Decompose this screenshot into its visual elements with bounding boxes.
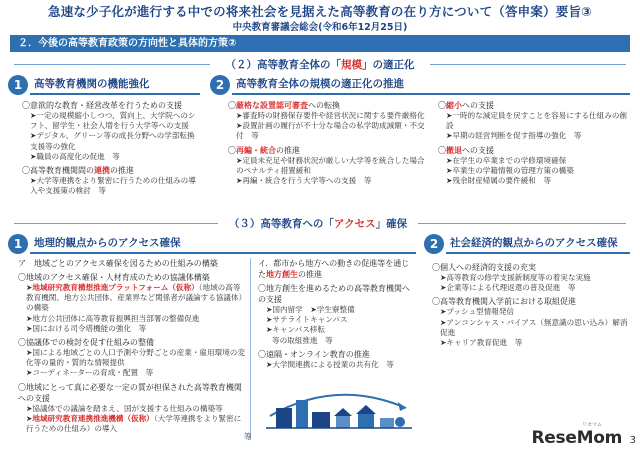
highlight-text: 厳格な設置認可審査 — [236, 101, 308, 110]
list-item: ➤プッシュ型情報発信 — [440, 307, 515, 317]
building-icon — [296, 400, 308, 428]
building-icon — [312, 412, 330, 428]
box3-column-b — [258, 258, 416, 370]
box3-tail-etc: 等 — [244, 432, 252, 441]
list-item: ➤デジタル、グリーン等の成長分野への学部転換支援等の強化 — [30, 131, 195, 151]
list-item: ➤協議体での議論を踏まえ、国が支援する仕組みの構築等 — [26, 403, 223, 413]
tree-icon — [395, 417, 405, 427]
list-item: 等の取組推進 等 — [272, 335, 333, 345]
list-item: ➤地域研究教育構想推進プラットフォーム（仮称）（地域の高等教育機関、地方公共団体、産業界など関係者が議論する協議体）の構築 — [26, 283, 243, 313]
roof-icon — [334, 408, 352, 416]
list-item: ➤地域研究教育連携推進機構（仮称）（大学等連携をより緊密に行うための仕組み）の導入 — [26, 413, 242, 434]
list-heading: ア 地域ごとのアクセス確保を図るための仕組みの構築 — [18, 259, 218, 268]
brand-subtitle: リセマム — [582, 422, 602, 428]
box4-title: 社会経済的観点からのアクセス確保 — [446, 234, 630, 254]
list-item: ➤企業等による代理返還の普及促進 等 — [440, 283, 576, 293]
list-item: ➤高等教育の修学支援新制度等の着実な実施 — [440, 273, 591, 282]
list-item: ➤設置計画の履行が不十分な場合の私学助成減額・不交付 等 — [236, 121, 425, 141]
house-icon — [380, 418, 394, 428]
building-icon — [276, 408, 292, 428]
town-illustration — [266, 378, 412, 432]
highlight-text: 地域研究教育構想推進プラットフォーム（仮称） — [32, 283, 199, 292]
box1-content — [22, 100, 202, 196]
box3-column-a — [18, 258, 246, 434]
box3-title: 地理的観点からのアクセス確保 — [30, 234, 416, 254]
list-heading: 〇地域にとって真に必要な一定の質が担保された高等教育機関への支援 — [18, 382, 242, 403]
highlight-text: 再編・統合 — [236, 145, 276, 155]
list-heading: 〇高等教育機関間の連携の推進 — [22, 166, 134, 176]
list-item: ➤定員未充足や財務状況が厳しい大学等を統合した場合のペナルティ措置緩和 — [236, 155, 425, 175]
box2-title: 高等教育全体の規模の適正化の推進 — [232, 75, 630, 95]
list-item: ➤国内留学 ➤学生寮整備 — [266, 305, 355, 314]
section-header: ２．今後の高等教育政策の方向性と具体的方策② — [10, 35, 630, 52]
list-item: ➤審査時の財務保存要件や経営状況に関する要件厳格化 — [236, 111, 425, 120]
list-item: ➤職員の高度化の促進 等 — [30, 151, 120, 161]
list-item: ➤残余財産帰属の要件緩和 等 — [446, 176, 552, 186]
highlight-text: 撤退 — [446, 145, 462, 155]
box4-number: 2 — [424, 234, 444, 254]
list-heading: 〇協議体での検討を促す仕組みの整備 — [18, 338, 154, 348]
box2-column-b — [438, 100, 630, 186]
resemom-logo: ReseMom — [531, 428, 622, 448]
page-number: 3 — [629, 435, 636, 446]
list-item: ➤キャリア教育促進 等 — [440, 338, 523, 348]
list-item: ➤大学間連携による授業の共有化 等 — [266, 359, 394, 369]
list-item: ➤キャンパス移転 — [266, 325, 325, 335]
list-heading: 〇再編・統合の推進 — [228, 145, 300, 155]
list-item: ➤一定の規模縮小しつつ、質向上、大学院へのシフト、留学生・社会人増を行う大学等への支援 — [30, 111, 196, 131]
list-item: ➤在学生の卒業までの学修環境確保 — [446, 155, 567, 165]
box3-divider — [250, 258, 251, 440]
list-item: ➤早期の経営判断を促す指導の強化 等 — [446, 131, 582, 141]
list-item: ➤卒業生の学籍情報の管理方策の構築 — [446, 165, 574, 175]
box4-content — [432, 262, 628, 348]
page-title: 急速な少子化が進行する中での将来社会を見据えた高等教育の在り方について（答申案）要旨③ — [48, 4, 592, 19]
list-item: ➤再編・統合を行う大学等への支援 等 — [236, 176, 372, 186]
list-heading: 〇厳格な設置認可審査への転換 — [228, 101, 340, 110]
box3-number: 1 — [8, 234, 28, 254]
house-icon — [336, 416, 350, 428]
list-item: ➤サテライトキャンパス — [266, 315, 348, 325]
box1-title: 高等教育機関の機能強化 — [30, 75, 200, 95]
list-item: ➤コーディネーターの育成・配置 等 — [26, 368, 154, 378]
list-heading: 〇縮小への支援 — [438, 101, 494, 110]
list-item: ➤国における司令塔機能の強化 等 — [26, 323, 147, 333]
box2-number: 2 — [210, 75, 230, 95]
highlight-text: 地域研究教育連携推進機構（仮称） — [32, 413, 154, 423]
list-item: ➤国による地域ごとの人口予測や分野ごとの産業・雇用環境の変化等の量的・質的な情報提供 — [26, 348, 245, 368]
page-subtitle: 中央教育審議会総会(令和6年12月25日) — [232, 22, 408, 33]
roof-icon — [356, 405, 376, 414]
list-item: ➤大学等連携をより緊密に行うための仕組みの導入や支援策の検討 等 — [30, 176, 196, 196]
list-item: ➤アンコンシャス・バイアス（無意識の思い込み）解消促進 — [440, 317, 628, 337]
list-heading: 〇地域のアクセス確保・人材育成のための協議体構築 — [18, 273, 210, 282]
banner-scale: （２）高等教育全体の「規模」の適正化 — [210, 57, 430, 72]
highlight-text: 地方創生 — [266, 270, 298, 279]
list-heading: 〇個人への経済的支援の充実 — [432, 263, 536, 272]
highlight-text: 連携 — [94, 166, 110, 176]
box2-column-a — [228, 100, 428, 186]
list-heading: イ．都市から地方への動きの促進等を通じた地方創生の推進 — [258, 259, 410, 279]
list-heading: 〇遠隔・オンライン教育の推進 — [258, 349, 370, 359]
highlight-text: 縮小 — [446, 101, 462, 110]
list-item: ➤一時的な減定員を戻すことを容易にする仕組みの創設 — [446, 111, 628, 131]
list-item: ➤地方公共団体に高等教育振興担当部署の整備促進 — [26, 313, 200, 323]
list-heading: 〇撤退への支援 — [438, 145, 494, 155]
list-heading: 〇地方創生を進めるための高等教育機関への支援 — [258, 284, 410, 304]
list-heading: 〇意欲的な教育・経営改革を行うための支援 — [22, 101, 182, 110]
banner-access: （３）高等教育への「アクセス」確保 — [218, 216, 418, 231]
list-heading: 〇高等教育機関入学前における取組促進 — [432, 297, 576, 307]
house-icon — [358, 414, 374, 428]
box1-number: 1 — [8, 75, 28, 95]
